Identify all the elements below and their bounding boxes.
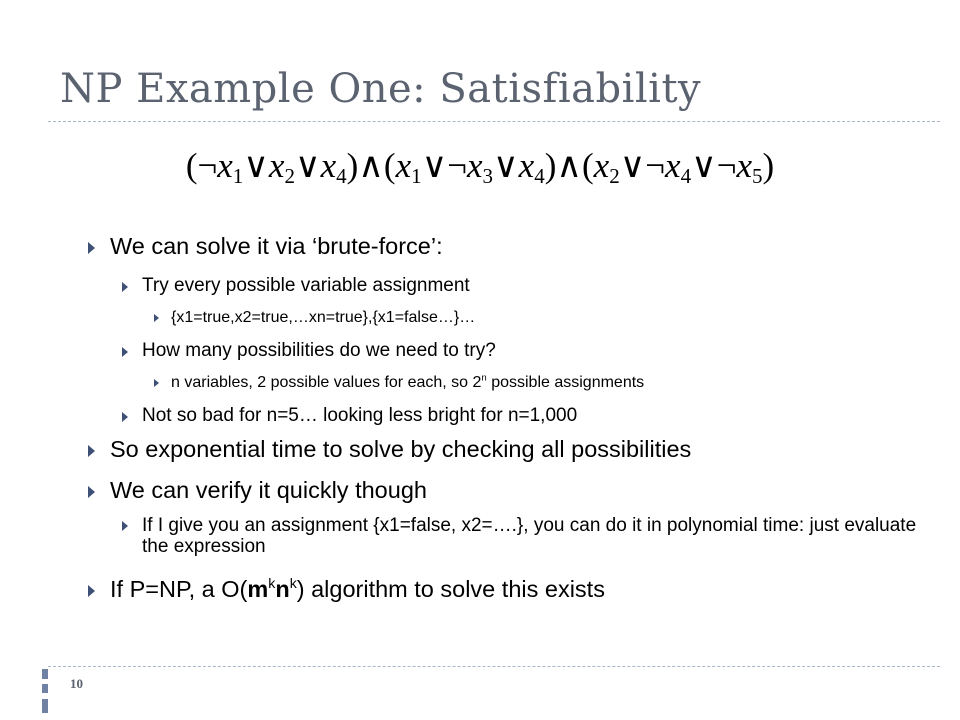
bullet-item: How many possibilities do we need to try? [142,341,496,361]
bullet-arrow-icon [122,282,128,292]
bullet-item: If I give you an assignment {x1=false, x2=….}, you can do it in polynomial time: just evaluate the expression [142,515,922,558]
footer-accent-bar [42,684,48,693]
bullet-item: We can solve it via ‘brute-force’: [110,234,443,259]
bullet-item: Try every possible variable assignment [142,276,470,296]
bullet-item: {x1=true,x2=true,…xn=true},{x1=false…}… [171,310,475,327]
bullet-item: Not so bad for n=5… looking less bright for n=1,000 [142,406,577,426]
sat-formula: $(\neg x_1\vee x_2\vee x_4)\wedge(x_1\vee\neg x_3\vee x_4)\wedge(x_2\vee\neg x_4\vee\neg x_5)$ [185,146,775,188]
bullet-arrow-icon [122,521,128,531]
bullet-arrow-icon [88,486,95,498]
bullet-item: We can verify it quickly though [110,478,427,503]
bullet-arrow-icon [122,347,128,357]
bullet-arrow-icon [154,379,159,387]
footer-accent-bar [42,669,48,679]
bullet-item: If P=NP, a $O(m^kn^k)$ algorithm to solve this exists [110,577,605,602]
bullet-item: n variables, 2 possible values for each, so 2$^n$ possible assignments [171,375,644,392]
bullet-arrow-icon [88,585,95,597]
bullet-arrow-icon [122,412,128,422]
footer-accent-bar [42,699,48,713]
bullet-item: So exponential time to solve by checking all possibilities [110,437,691,462]
bullet-arrow-icon [88,445,95,457]
bullet-arrow-icon [154,314,159,322]
slide-title: NP Example One: Satisfiability [60,66,702,112]
footer-divider [48,666,940,667]
bullet-arrow-icon [88,242,95,254]
page-number: 10 [70,676,83,691]
